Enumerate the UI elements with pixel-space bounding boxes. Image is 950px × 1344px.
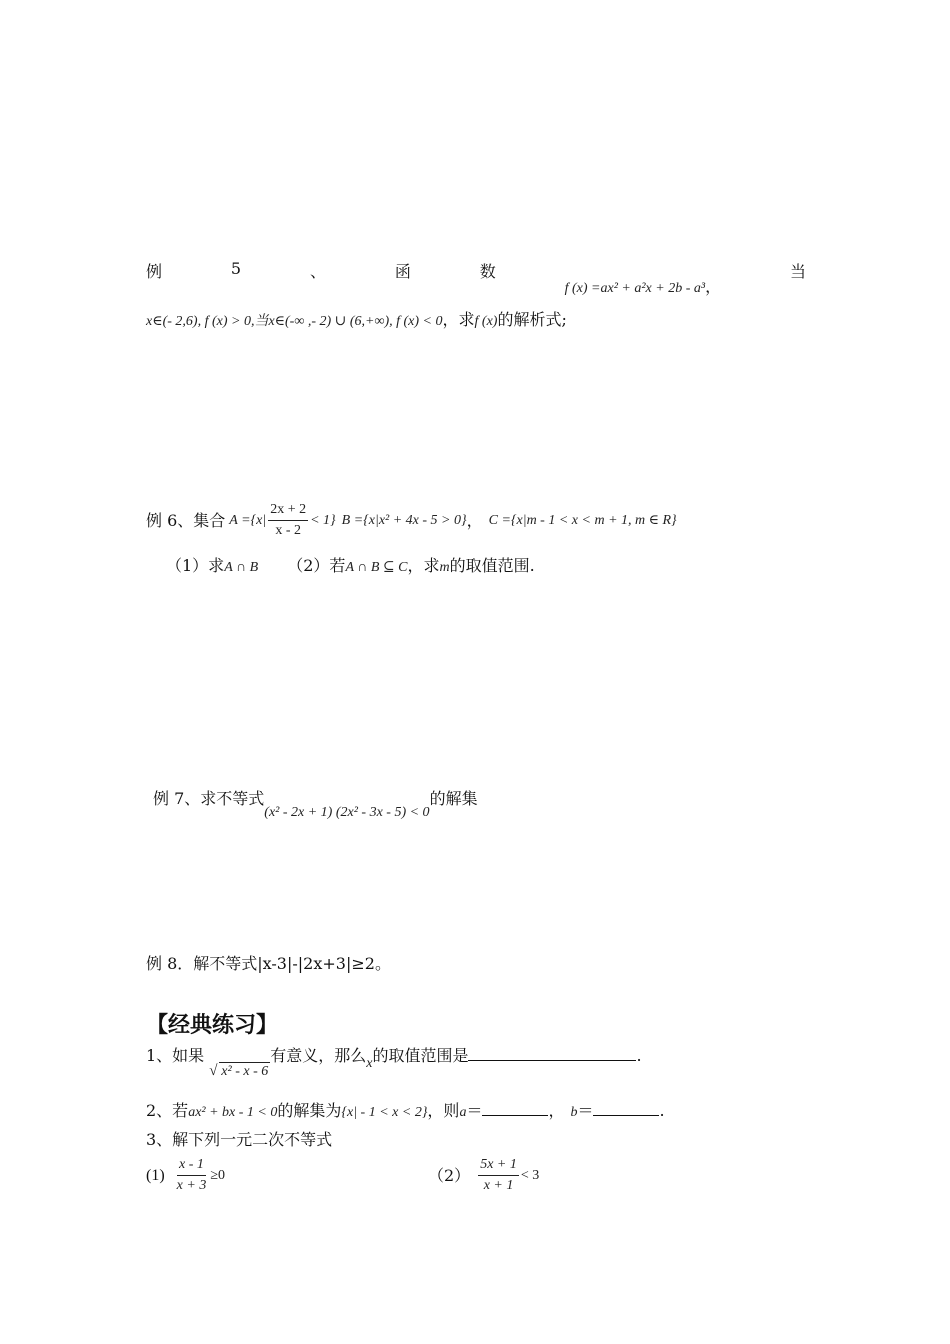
practice-3-question-1: (1) $\frac{x - 1}{x + 3}$ ≥0 xyxy=(146,1157,226,1193)
answer-blank-b[interactable] xyxy=(593,1101,659,1116)
practice-2: 2、若ax² + bx - 1 < 0的解集为{x| - 1 < x < 2}，则a＝ ， b＝ . xyxy=(146,1101,665,1120)
ex5-word: 函 xyxy=(394,262,411,281)
sqrt-expression: √ x² - x - 6 xyxy=(209,1063,269,1079)
ex5-condition: x∈(- 2,6), f (x) > 0,当x∈(-∞ ,- 2) ∪ (6,+∞), f (x) < 0 xyxy=(146,314,443,329)
ex5-number: 5 xyxy=(230,259,242,278)
answer-blank-range[interactable] xyxy=(468,1046,636,1061)
ex6-set-c: C ={x|m - 1 < x < m + 1, m ∈ R} xyxy=(488,512,677,528)
example-6-questions: （1）求A ∩ B （2）若A ∩ B ⊆ C，求m的取值范围. xyxy=(166,556,535,575)
example-5-line-1 xyxy=(146,259,806,296)
ex6-label: 例 6、集合 xyxy=(146,510,226,530)
example-5-line-2: x∈(- 2,6), f (x) > 0,当x∈(-∞ ,- 2) ∪ (6,+∞), f (x) < 0，求f (x)的解析式; xyxy=(146,310,567,329)
example-7: 例 7、求不等式(x² - 2x + 1) (2x² - 3x - 5) < 0的解集 xyxy=(153,789,478,820)
ex5-word: 数 xyxy=(479,262,496,281)
ex5-word: 例 xyxy=(146,262,163,281)
practice-1: 1、如果 √ x² - x - 6有意义，那么x的取值范围是 . xyxy=(146,1046,642,1079)
example-8: 例 8．解不等式|x-3|-|2x+3|≥2。 xyxy=(146,954,391,973)
ex6-set-b: B ={x|x² + 4x - 5 > 0} xyxy=(341,512,467,528)
ex5-when: 当 xyxy=(789,262,806,281)
practice-3-question-2: （2） $\frac{5x + 1}{x + 1}$ < 3 xyxy=(428,1157,540,1193)
ex5-sep: 、 xyxy=(309,262,326,281)
ex6-set-a-prefix: A ={x| xyxy=(229,512,267,528)
practice-heading: 【经典练习】 xyxy=(146,1012,279,1038)
practice-3: 3、解下列一元二次不等式 xyxy=(146,1130,333,1149)
ex5-formula: f (x) =ax² + a²x + 2b - a³， xyxy=(564,277,722,296)
example-6-line-1: 例 6、集合 A ={x| $\frac{2x + 2}{x - 2}$ < 1} B ={x|x² + 4x - 5 > 0} ， C ={x|m - 1 < x < m + 1, m ∈ R} xyxy=(146,502,677,538)
answer-blank-a[interactable] xyxy=(482,1101,548,1116)
ex7-label: 例 7、求不等式 xyxy=(153,789,265,808)
ex6-set-a-fraction: $\frac{2x + 2}{x - 2}$ xyxy=(270,502,307,538)
ex7-inequality: (x² - 2x + 1) (2x² - 3x - 5) < 0 xyxy=(264,805,430,820)
